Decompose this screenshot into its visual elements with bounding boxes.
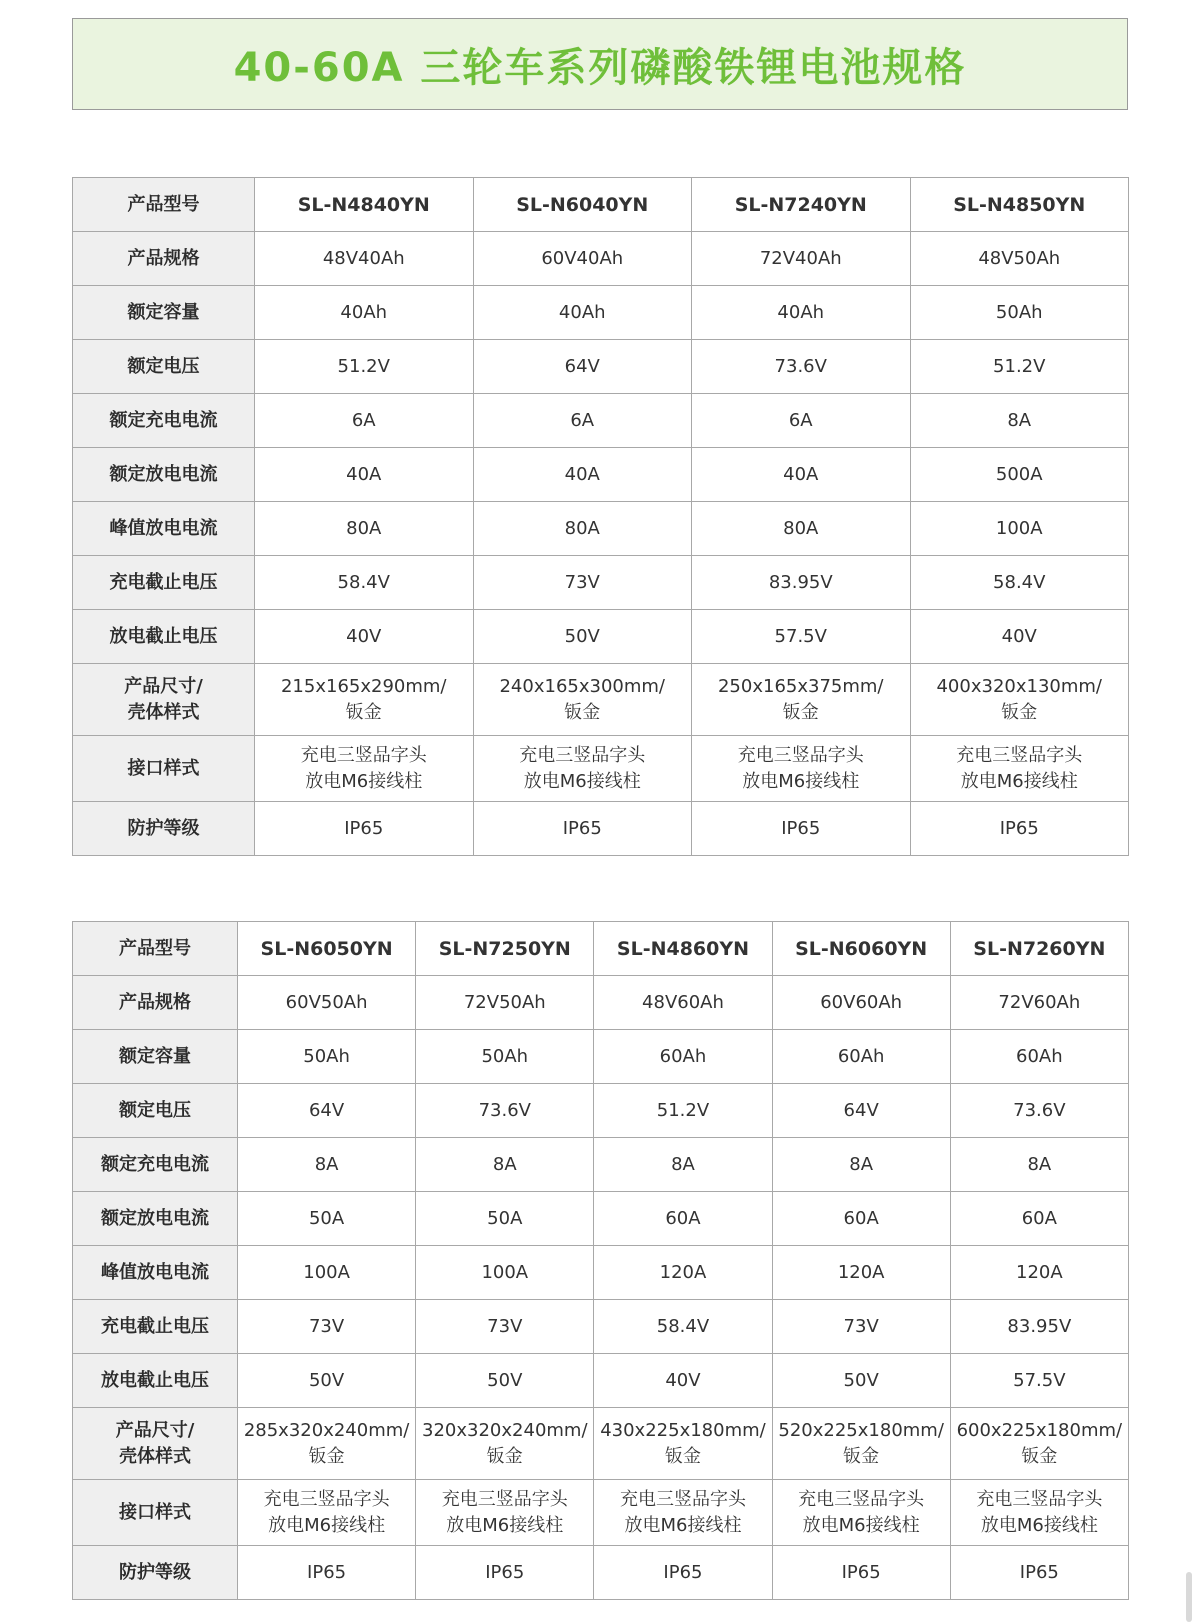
- value-cell: 充电三竖品字头 放电M6接线柱: [255, 736, 474, 802]
- value-cell: 40Ah: [692, 286, 911, 340]
- model-cell: SL-N4860YN: [594, 922, 772, 976]
- row-label: 额定放电电流: [73, 1192, 238, 1246]
- value-cell: 50Ah: [910, 286, 1129, 340]
- value-cell: IP65: [594, 1546, 772, 1600]
- value-cell: 320x320x240mm/ 钣金: [416, 1408, 594, 1480]
- row-label: 防护等级: [73, 802, 255, 856]
- table-row: [73, 1084, 1129, 1138]
- value-cell: 72V60Ah: [950, 976, 1128, 1030]
- row-label: 产品型号: [73, 178, 255, 232]
- value-cell: IP65: [238, 1546, 416, 1600]
- table-row: [73, 232, 1129, 286]
- value-cell: 50Ah: [416, 1030, 594, 1084]
- page-title: 40-60A 三轮车系列磷酸铁锂电池规格: [233, 44, 967, 91]
- table-row: [73, 286, 1129, 340]
- value-cell: 600x225x180mm/ 钣金: [950, 1408, 1128, 1480]
- value-cell: 60Ah: [950, 1030, 1128, 1084]
- table-row: [73, 1300, 1129, 1354]
- value-cell: 充电三竖品字头 放电M6接线柱: [238, 1480, 416, 1546]
- value-cell: 8A: [910, 394, 1129, 448]
- value-cell: 40V: [594, 1354, 772, 1408]
- value-cell: IP65: [416, 1546, 594, 1600]
- value-cell: 72V40Ah: [692, 232, 911, 286]
- value-cell: 充电三竖品字头 放电M6接线柱: [594, 1480, 772, 1546]
- table-row: [73, 736, 1129, 802]
- value-cell: 100A: [416, 1246, 594, 1300]
- table-row: [73, 340, 1129, 394]
- value-cell: 250x165x375mm/ 钣金: [692, 664, 911, 736]
- value-cell: IP65: [473, 802, 692, 856]
- value-cell: 73V: [473, 556, 692, 610]
- value-cell: 50V: [772, 1354, 950, 1408]
- value-cell: 8A: [950, 1138, 1128, 1192]
- value-cell: 51.2V: [910, 340, 1129, 394]
- value-cell: 72V50Ah: [416, 976, 594, 1030]
- value-cell: 285x320x240mm/ 钣金: [238, 1408, 416, 1480]
- value-cell: 充电三竖品字头 放电M6接线柱: [692, 736, 911, 802]
- value-cell: 6A: [473, 394, 692, 448]
- value-cell: 57.5V: [692, 610, 911, 664]
- row-label: 产品型号: [73, 922, 238, 976]
- value-cell: 51.2V: [594, 1084, 772, 1138]
- value-cell: 48V50Ah: [910, 232, 1129, 286]
- table-row: [73, 1408, 1129, 1480]
- value-cell: 6A: [692, 394, 911, 448]
- value-cell: 60A: [950, 1192, 1128, 1246]
- value-cell: IP65: [692, 802, 911, 856]
- value-cell: 充电三竖品字头 放电M6接线柱: [473, 736, 692, 802]
- value-cell: 50Ah: [238, 1030, 416, 1084]
- table-row: [73, 178, 1129, 232]
- table-row: [73, 1030, 1129, 1084]
- value-cell: 64V: [473, 340, 692, 394]
- table-row: [73, 1246, 1129, 1300]
- value-cell: 6A: [255, 394, 474, 448]
- row-label: 额定放电电流: [73, 448, 255, 502]
- row-label: 产品规格: [73, 232, 255, 286]
- value-cell: IP65: [910, 802, 1129, 856]
- value-cell: 8A: [238, 1138, 416, 1192]
- model-cell: SL-N4850YN: [910, 178, 1129, 232]
- value-cell: 430x225x180mm/ 钣金: [594, 1408, 772, 1480]
- model-cell: SL-N7240YN: [692, 178, 911, 232]
- value-cell: 400x320x130mm/ 钣金: [910, 664, 1129, 736]
- value-cell: 50V: [473, 610, 692, 664]
- row-label: 额定容量: [73, 1030, 238, 1084]
- value-cell: 80A: [473, 502, 692, 556]
- value-cell: 57.5V: [950, 1354, 1128, 1408]
- value-cell: 60A: [594, 1192, 772, 1246]
- row-label: 额定充电电流: [73, 394, 255, 448]
- scrollbar-thumb[interactable]: [1186, 1572, 1192, 1622]
- table-row: [73, 1480, 1129, 1546]
- row-label: 产品尺寸/ 壳体样式: [73, 664, 255, 736]
- title-banner: [72, 18, 1128, 110]
- value-cell: 520x225x180mm/ 钣金: [772, 1408, 950, 1480]
- value-cell: 8A: [772, 1138, 950, 1192]
- value-cell: 充电三竖品字头 放电M6接线柱: [950, 1480, 1128, 1546]
- row-label: 峰值放电电流: [73, 502, 255, 556]
- value-cell: 60Ah: [594, 1030, 772, 1084]
- row-label: 放电截止电压: [73, 610, 255, 664]
- value-cell: 100A: [910, 502, 1129, 556]
- value-cell: 48V60Ah: [594, 976, 772, 1030]
- value-cell: 64V: [772, 1084, 950, 1138]
- value-cell: 120A: [594, 1246, 772, 1300]
- value-cell: 73V: [416, 1300, 594, 1354]
- value-cell: 40A: [473, 448, 692, 502]
- value-cell: 60V60Ah: [772, 976, 950, 1030]
- model-cell: SL-N7250YN: [416, 922, 594, 976]
- value-cell: 73.6V: [416, 1084, 594, 1138]
- row-label: 接口样式: [73, 736, 255, 802]
- spec-table-1: [72, 177, 1129, 856]
- table-row: [73, 1192, 1129, 1246]
- value-cell: 50A: [416, 1192, 594, 1246]
- value-cell: 240x165x300mm/ 钣金: [473, 664, 692, 736]
- value-cell: 80A: [692, 502, 911, 556]
- value-cell: 73V: [772, 1300, 950, 1354]
- value-cell: 80A: [255, 502, 474, 556]
- value-cell: 58.4V: [910, 556, 1129, 610]
- value-cell: 8A: [594, 1138, 772, 1192]
- value-cell: 100A: [238, 1246, 416, 1300]
- row-label: 放电截止电压: [73, 1354, 238, 1408]
- value-cell: 充电三竖品字头 放电M6接线柱: [772, 1480, 950, 1546]
- value-cell: 64V: [238, 1084, 416, 1138]
- value-cell: 40Ah: [255, 286, 474, 340]
- model-cell: SL-N6060YN: [772, 922, 950, 976]
- value-cell: 50V: [416, 1354, 594, 1408]
- row-label: 额定电压: [73, 1084, 238, 1138]
- row-label: 防护等级: [73, 1546, 238, 1600]
- row-label: 峰值放电电流: [73, 1246, 238, 1300]
- value-cell: 50V: [238, 1354, 416, 1408]
- spec-table-2: [72, 921, 1129, 1600]
- row-label: 额定电压: [73, 340, 255, 394]
- value-cell: 40A: [692, 448, 911, 502]
- value-cell: 73.6V: [950, 1084, 1128, 1138]
- value-cell: 120A: [950, 1246, 1128, 1300]
- value-cell: 60V50Ah: [238, 976, 416, 1030]
- value-cell: 58.4V: [255, 556, 474, 610]
- value-cell: 120A: [772, 1246, 950, 1300]
- value-cell: 73.6V: [692, 340, 911, 394]
- value-cell: 40A: [255, 448, 474, 502]
- model-cell: SL-N4840YN: [255, 178, 474, 232]
- table-row: [73, 556, 1129, 610]
- value-cell: 40V: [255, 610, 474, 664]
- table-row: [73, 394, 1129, 448]
- table-row: [73, 448, 1129, 502]
- row-label: 产品规格: [73, 976, 238, 1030]
- table-row: [73, 1546, 1129, 1600]
- value-cell: 500A: [910, 448, 1129, 502]
- value-cell: 8A: [416, 1138, 594, 1192]
- value-cell: 83.95V: [692, 556, 911, 610]
- value-cell: 215x165x290mm/ 钣金: [255, 664, 474, 736]
- value-cell: 83.95V: [950, 1300, 1128, 1354]
- value-cell: 58.4V: [594, 1300, 772, 1354]
- value-cell: 60A: [772, 1192, 950, 1246]
- row-label: 充电截止电压: [73, 1300, 238, 1354]
- row-label: 接口样式: [73, 1480, 238, 1546]
- table-row: [73, 610, 1129, 664]
- model-cell: SL-N6050YN: [238, 922, 416, 976]
- table-row: [73, 1138, 1129, 1192]
- value-cell: 充电三竖品字头 放电M6接线柱: [910, 736, 1129, 802]
- row-label: 充电截止电压: [73, 556, 255, 610]
- model-cell: SL-N6040YN: [473, 178, 692, 232]
- value-cell: 60Ah: [772, 1030, 950, 1084]
- row-label: 产品尺寸/ 壳体样式: [73, 1408, 238, 1480]
- table-row: [73, 802, 1129, 856]
- value-cell: 40Ah: [473, 286, 692, 340]
- row-label: 额定充电电流: [73, 1138, 238, 1192]
- value-cell: 充电三竖品字头 放电M6接线柱: [416, 1480, 594, 1546]
- table-row: [73, 922, 1129, 976]
- value-cell: 51.2V: [255, 340, 474, 394]
- table-row: [73, 502, 1129, 556]
- row-label: 额定容量: [73, 286, 255, 340]
- table-row: [73, 976, 1129, 1030]
- value-cell: IP65: [772, 1546, 950, 1600]
- value-cell: 50A: [238, 1192, 416, 1246]
- table-row: [73, 1354, 1129, 1408]
- value-cell: IP65: [255, 802, 474, 856]
- table-row: [73, 664, 1129, 736]
- model-cell: SL-N7260YN: [950, 922, 1128, 976]
- value-cell: 40V: [910, 610, 1129, 664]
- value-cell: 60V40Ah: [473, 232, 692, 286]
- value-cell: IP65: [950, 1546, 1128, 1600]
- value-cell: 73V: [238, 1300, 416, 1354]
- value-cell: 48V40Ah: [255, 232, 474, 286]
